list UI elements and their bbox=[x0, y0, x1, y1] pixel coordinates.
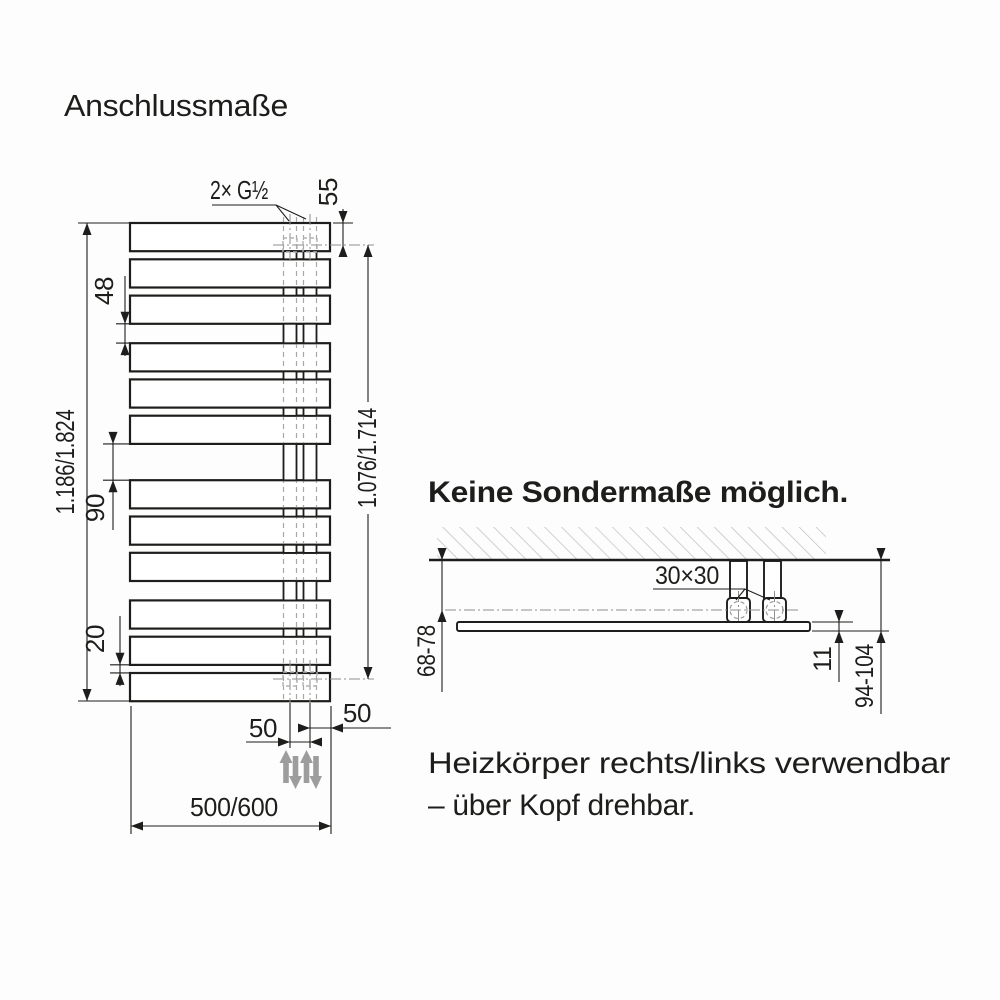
pipe-segment bbox=[284, 545, 297, 553]
radiator-bar bbox=[130, 343, 330, 371]
radiator-bar bbox=[130, 416, 330, 444]
dim-pipe-spacing-label: 50 bbox=[248, 713, 278, 743]
pipe-segment bbox=[284, 288, 297, 296]
radiator-bar bbox=[130, 517, 330, 545]
radiator-bar bbox=[130, 553, 330, 581]
dim-gap-90-label: 90 bbox=[80, 493, 110, 523]
radiator-bars bbox=[130, 223, 330, 701]
dim-panel-thickness-label: 11 bbox=[809, 646, 837, 672]
front-view bbox=[50, 175, 391, 834]
radiator-bar bbox=[130, 296, 330, 324]
pipe-segment bbox=[304, 545, 317, 553]
radiator-bar bbox=[130, 223, 330, 251]
radiator-bar bbox=[130, 673, 330, 701]
footer-line-2: – über Kopf drehbar. bbox=[428, 789, 695, 822]
dimension-wall-distance bbox=[413, 548, 447, 692]
pipe-segment bbox=[304, 324, 317, 343]
radiator-bar bbox=[130, 259, 330, 287]
page-title: Anschlussmaße bbox=[64, 88, 288, 123]
flow-direction-arrows bbox=[280, 750, 323, 789]
pipe-segment bbox=[284, 324, 297, 343]
wall-hatch bbox=[437, 527, 826, 559]
dimension-pipe-spacing bbox=[246, 703, 322, 748]
dimension-gap-90 bbox=[80, 432, 136, 530]
pipe-segment bbox=[304, 509, 317, 517]
pipe-segment bbox=[304, 408, 317, 416]
pipe-segment bbox=[304, 371, 317, 379]
pipe-segment bbox=[304, 444, 317, 480]
dim-edge-distance-label: 50 bbox=[342, 698, 372, 728]
dim-total-depth-label: 94-104 bbox=[851, 631, 879, 708]
pipe-segment bbox=[284, 371, 297, 379]
no-custom-sizes-note: Keine Sondermaße möglich. bbox=[428, 476, 848, 509]
pipe-segment bbox=[304, 288, 317, 296]
dimension-gap-20 bbox=[80, 616, 136, 686]
footer-line-1: Heizkörper rechts/links verwendbar bbox=[428, 747, 951, 780]
connection-label: 2× G½ bbox=[210, 175, 268, 205]
footer-note bbox=[428, 747, 950, 822]
bracket-leader bbox=[653, 562, 770, 600]
dimension-edge-distance bbox=[298, 698, 391, 733]
radiator-bar bbox=[130, 379, 330, 407]
pipe-segment bbox=[284, 408, 297, 416]
dim-gap-48-label: 48 bbox=[89, 276, 119, 306]
radiator-bar bbox=[130, 600, 330, 628]
pipe-segment bbox=[284, 509, 297, 517]
connection-leader bbox=[210, 175, 306, 221]
radiator-profile bbox=[457, 622, 810, 631]
pipe-segment bbox=[284, 444, 297, 480]
pipe-segment bbox=[304, 629, 317, 637]
pipe-segment bbox=[304, 581, 317, 600]
radiator-bar bbox=[130, 480, 330, 508]
pipe-segment bbox=[284, 581, 297, 600]
dim-connection-height-label: 1.076/1.714 bbox=[352, 373, 382, 508]
dim-width-label: 500/600 bbox=[190, 792, 278, 822]
dim-top-offset-label: 55 bbox=[313, 177, 343, 207]
dimension-connection-height bbox=[352, 245, 382, 679]
radiator-bar bbox=[130, 637, 330, 665]
mounting-brackets bbox=[445, 561, 798, 630]
side-view bbox=[413, 476, 890, 714]
pipe-segment bbox=[284, 629, 297, 637]
dim-gap-20-label: 20 bbox=[80, 624, 110, 654]
dim-wall-distance-label: 68-78 bbox=[413, 614, 441, 677]
dim-overall-height-label: 1.186/1.824 bbox=[50, 380, 80, 515]
bracket-label: 30×30 bbox=[655, 562, 719, 590]
